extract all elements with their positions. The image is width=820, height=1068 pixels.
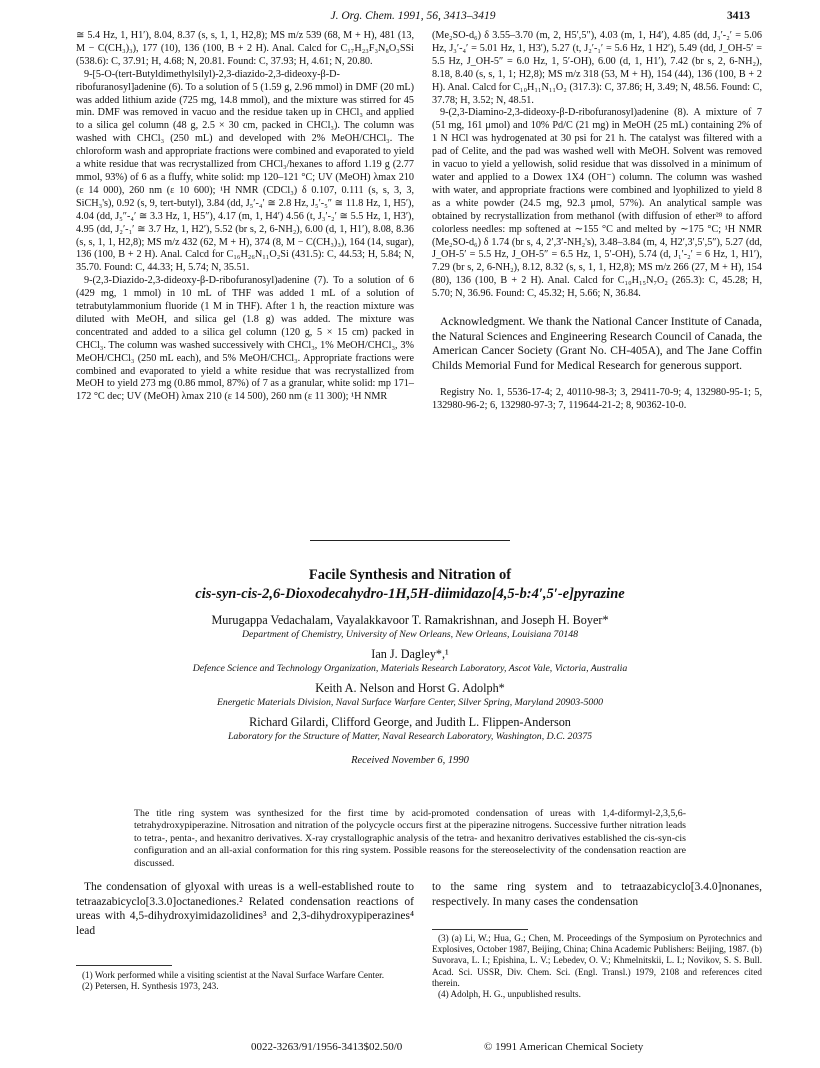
left-paragraph-compound-6: 9-[5-O-(tert-Butyldimethylsilyl)-2,3-diazido-2,3-dideoxy-β-D-ribofuranosyl]adenine (6). To a solution of 5 (1.59 g, 2.96 mmol) in DMF (20 mL) was added lithium azide (725 mg, 14.8 mmol), and the mixture was stirred for 45 min. DMF was removed in vacuo and the residue taken up in CHCl₃ and applied to a silica gel column (48 g, 2.5 × 30 cm, packed in CHCl₃). The column was washed with CHCl₃ (250 mL) and developed with 2% MeOH/CHCl₃. The chloroform wash and appropriate fractions were combined and evaporated to yield a white residue that was recrystallized from CHCl₃/hexanes to afford 1.19 g (2.77 mmol, 93%) of 6 as a fluffy, white solid: mp 120–121 °C; UV (MeOH) λmax 210 (ε 14 000), 260 nm (ε 10 600); ¹H NMR (CDCl₃) δ 0.107, 0.111 (s, s, 3, 3, SiCH₃'s), 0.92 (s, 9, tert-butyl), 3.84 (dd, J₅′-₄′ ≅ 2.8 Hz, J₅′-₅″ ≅ 11.8 Hz, 1, H5′), 4.04 (dd, J₅″-₄′ ≅ 3.3 Hz, 1, H5″), 4.17 (m, 1, H4′) 4.56 (t, J₃′-₂′ ≅ 5.5 Hz, 1, H3′), 4.95 (dd, J₂′-₁′ ≅ 3.7 Hz, 1, H2′), 5.52 (br s, 2, 6-NH₂), 6.00 (d, 1, H1′), 8.08, 8.36 (s, s, 1, 1, H2,8); MS m/z 432 (62, M + H), 374 (8, M − C(CH₃)₃), 164 (14, sugar), 136 (100, B + 2 H). Anal. Calcd for C₁₆H₂₆N₁₁O₂Si (431.5): C, 44.53; H, 5.84; N, 35.70. Found: C, 44.33; H, 5.74; N, 35.51. bbox=[76, 68, 414, 274]
title-line-2: cis-syn-cis-2,6-Dioxodecahydro-1H,5H-diimidazo[4,5-b:4′,5′-e]pyrazine bbox=[195, 586, 625, 602]
page-number: 3413 bbox=[727, 10, 750, 22]
article-title bbox=[40, 566, 780, 604]
registry-numbers: Registry No. 1, 5536-17-4; 2, 40110-98-3; 3, 29411-70-9; 4, 132980-95-1; 5, 132980-96-2; 6, 132980-97-3; 7, 119644-21-2; 8, 90362-10-0. bbox=[432, 387, 762, 411]
left-paragraph-1: ≅ 5.4 Hz, 1, H1′), 8.04, 8.37 (s, s, 1, 1, H2,8); MS m/z 539 (68, M + H), 481 (13, M − C(CH₃)₃), 177 (10), 136 (100, B + 2 H). Anal. Calcd for C₁₇H₂₃F₃N₈O₃SSi (538.6): C, 37.91; H, 4.68; N, 20.81. Found: C, 37.93; H, 4.61; N, 20.80. bbox=[76, 30, 414, 67]
authors-uno: Murugappa Vedachalam, Vayalakkavoor T. Ramakrishnan, and Joseph H. Boyer* bbox=[211, 613, 609, 627]
article-code: 0022-3263/91/1956-3413$02.50/0 bbox=[251, 1041, 403, 1053]
copyright: © 1991 American Chemical Society bbox=[484, 1041, 644, 1053]
footnote-2: (2) Petersen, H. Synthesis 1973, 243. bbox=[82, 981, 219, 992]
right-column bbox=[432, 30, 762, 413]
footnote-3: (3) (a) Li, W.; Hua, G.; Chen, M. Proceedings of the Symposium on Pyrotechnics and Explosives, October 1987, Beijing, China; China Academic Publishers: Beijing, 1987. (b) Suvorava, L. I.; Epishina, L. V.; Lebedev, O. V.; Khmelnitskii, L. I.; Novikov, S. S. Bull. Acad. Sci. USSR, Div. Chem. Sci. (Engl. Transl.) 1979, 2108 and references cited therein. bbox=[432, 933, 762, 988]
authors-nswc: Keith A. Nelson and Horst G. Adolph* bbox=[315, 681, 505, 695]
article-separator bbox=[310, 540, 510, 541]
running-header bbox=[76, 10, 750, 26]
affiliation-nswc: Energetic Materials Division, Naval Surface Warfare Center, Silver Spring, Maryland 20903-5000 bbox=[216, 697, 604, 708]
footnote-rule-right bbox=[432, 929, 528, 930]
footnotes-right bbox=[432, 933, 762, 1000]
abstract: The title ring system was synthesized for the first time by acid-promoted condensation of ureas with 1,4-diformyl-2,3,5,6-tetrahydroxypiperazine. Nitrosation and nitration of the polycycle occurs first at the piperazine nitrogens. Successive further nitration leads to tetra-, penta-, and hexanitro derivatives. X-ray crystallographic analysis of the tetra- and hexanitro derivatives established the cis-syn-cis configuration and an all-axial conformation for this ring system. Possible reasons for the stereoselectivity of the condensation reaction are discussed. bbox=[134, 808, 686, 869]
footnote-rule-left bbox=[76, 965, 172, 966]
footnote-4: (4) Adolph, H. G., unpublished results. bbox=[438, 989, 581, 1000]
right-paragraph-compound-8: 9-(2,3-Diamino-2,3-dideoxy-β-D-ribofuranosyl)adenine (8). A mixture of 7 (51 mg, 161 μmol) and 10% Pd/C (21 mg) in MeOH (25 mL) containing 2% of 1 N HCl was hydrogenated at 30 psi for 21 h. The catalyst was filtered with a pad of Celite, and the pad was washed well with MeOH. Solvent was removed in vacuo to yield a yellowish, solid residue that was dissolved in a minimum of water and applied to a Dowex 1X4 (OH⁻) column. The column was washed with water, and appropriate fractions were combined and lyophilized to yield 8 as a white powder (24.5 mg, 92.3 μmol, 57%). An analytical sample was obtained by recrystallization from methanol (with diffusion of ether²⁸ to afford colorless needles: mp softened at ∼155 °C and melted by ∼175 °C; ¹H NMR (Me₂SO-d₆) δ 1.74 (br s, 4, 2′,3′-NH₂'s), 3.48–3.84 (m, 4, H2′,3′,5′,5″), 5.27 (dd, J_OH-5′ = 5.5 Hz, J_OH-5″ = 6.5 Hz, 1, 5′-OH), 5.74 (d, J₁′-₂′ = 6 Hz, 1, H1′), 7.29 (br s, 2, 6-NH₂), 8.12, 8.32 (s, s, 1, 1, H2,8); MS m/z 266 (27, M + H), 154 (80), 136 (100, B + 2 H). Anal. Calcd for C₁₀H₁₅N₇O₂ (265.3): C, 45.28; H, 5.70; N, 36.96. Found: C, 45.32; H, 5.66; N, 36.84. bbox=[432, 107, 762, 300]
affiliation-nrl: Laboratory for the Structure of Matter, Naval Research Laboratory, Washington, D.C. 20375 bbox=[227, 731, 593, 742]
footnote-1: (1) Work performed while a visiting scientist at the Naval Surface Warfare Center. bbox=[82, 970, 385, 980]
right-paragraph-1: (Me₂SO-d₆) δ 3.55–3.70 (m, 2, H5′,5″), 4.03 (m, 1, H4′), 4.85 (dd, J₃′-₂′ = 5.06 Hz, J₃′-₄′ = 5.01 Hz, 1, H3′), 5.27 (t, J₂′-₁′ = 5.6 Hz, 1 H2′), 5.49 (dd, J_OH-5′ = 5.5 Hz, J_OH-5″ = 6.0 Hz, 1, 5′-OH), 6.00 (d, 1, H1′), 7.42 (br s, 2, 6-NH₂), 8.18, 8.40 (s, s, 1, 1; H2,8); MS m/z 318 (53, M + H), 154 (44), 136 (100, B + 2 H). Anal. Calcd for C₁₀H₁₁N₁₁O₂ (317.3): C, 37.86; H, 3.49; N, 48.56. Found: C, 37.78; H, 3.52; N, 48.51. bbox=[432, 30, 762, 106]
affiliation-uno: Department of Chemistry, University of New Orleans, New Orleans, Louisiana 70148 bbox=[241, 629, 579, 640]
footnotes-left bbox=[76, 970, 414, 992]
intro-left: The condensation of glyoxal with ureas is a well-established route to tetraazabicyclo[3.3.0]octanediones.² Related condensation reactions of ureas with 4,5-dihydroxyimidazolidines³ and 2,3-dihydroxypiperazines⁴ lead bbox=[76, 881, 414, 937]
intro-right: to the same ring system and to tetraazabicyclo[3.4.0]nonanes, respectively. In many cases the condensation bbox=[432, 881, 762, 908]
authors-dsto: Ian J. Dagley*,¹ bbox=[371, 647, 449, 661]
title-line-1: Facile Synthesis and Nitration of bbox=[308, 567, 512, 583]
left-column bbox=[76, 30, 414, 404]
acknowledgment: Acknowledgment. We thank the National Cancer Institute of Canada, the Natural Sciences and Engineering Research Council of Canada, the American Cancer Society (Grant No. CH-405A), and The Jane Coffin Childs Memorial Fund for Medical Research for generous support. bbox=[432, 315, 762, 372]
author-group-4 bbox=[40, 714, 780, 743]
received-date-block bbox=[40, 754, 780, 767]
affiliation-dsto: Defence Science and Technology Organization, Materials Research Laboratory, Ascot Vale, Victoria, Australia bbox=[192, 663, 628, 674]
left-paragraph-compound-7: 9-(2,3-Diazido-2,3-dideoxy-β-D-ribofuranosyl)adenine (7). To a solution of 6 (429 mg, 1 mmol) in 10 mL of THF was added 1 mL of a solution of tetrabutylammonium fluoride (1 M in THF). After 1 h, the reaction mixture was diluted with MeOH, and silica gel (1.8 g) was added. The mixture was concentrated and added to a silica gel column (120 g, 5 × 15 cm) packed in CHCl₃. The column was washed successively with CHCl₃, 1% MeOH/CHCl₃, 3% MeOH/CHCl₃ (250 mL each), and 5% MeOH/CHCl₃. Appropriate fractions were combined and evaporated to yield a white residue that was recrystallized from MeOH to yield 273 mg (0.86 mmol, 87%) of 7 as a granular, white solid: mp 171–172 °C dec; UV (MeOH) λmax 210 (ε 14 500), 260 nm (ε 11 300); ¹H NMR bbox=[76, 275, 414, 403]
authors-nrl: Richard Gilardi, Clifford George, and Judith L. Flippen-Anderson bbox=[249, 715, 571, 729]
author-group-2 bbox=[40, 646, 780, 675]
author-group-3 bbox=[40, 680, 780, 709]
received-date: Received November 6, 1990 bbox=[351, 755, 469, 766]
journal-citation: J. Org. Chem. 1991, 56, 3413–3419 bbox=[330, 10, 496, 22]
author-group-1 bbox=[40, 612, 780, 641]
